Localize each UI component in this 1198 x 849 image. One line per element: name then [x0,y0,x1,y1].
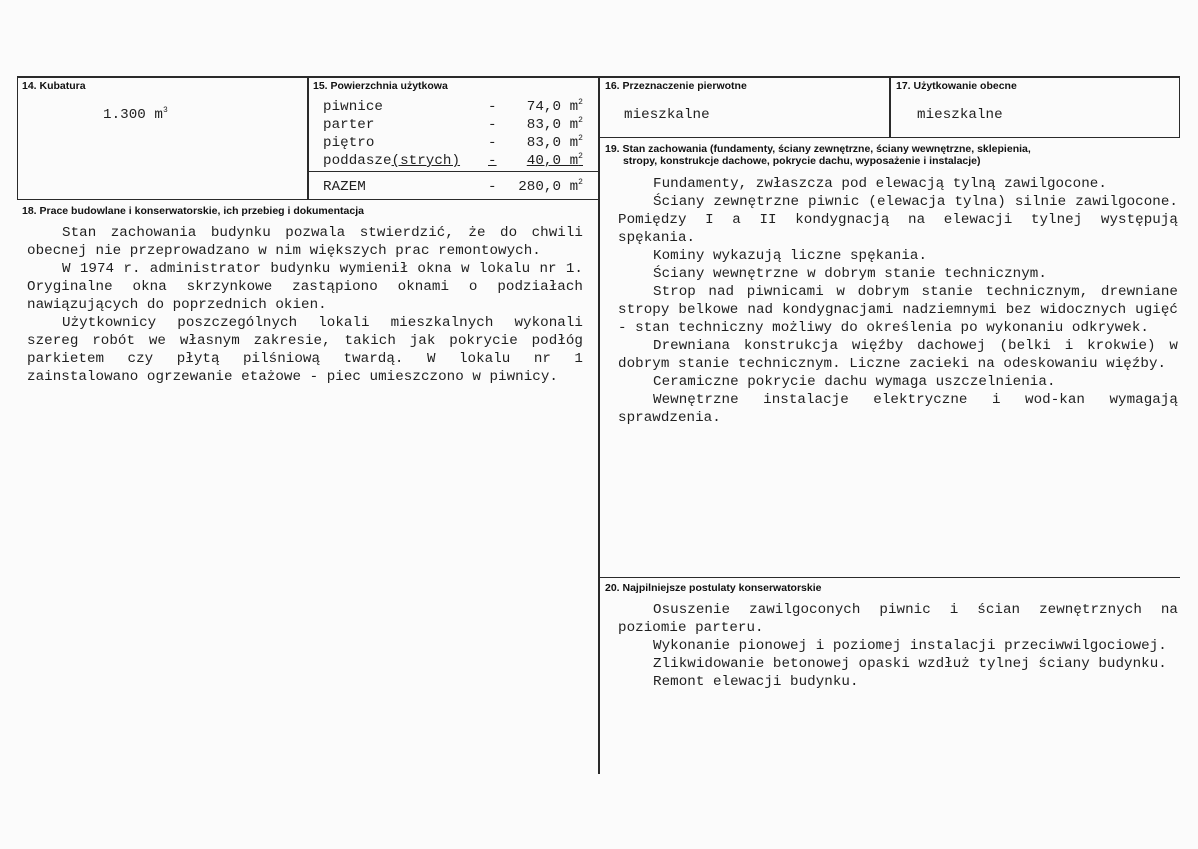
section-15-header: 15. Powierzchnia użytkowa [313,80,448,92]
section-20-paragraph: Wykonanie pionowej i poziomej instalacji przeciwwilgociowej. [653,638,1167,654]
section-20-body [618,601,1178,691]
area-row-parter: parter - 83,0 $m^2$ [323,116,583,133]
area-row-piwnice: piwnice - 74,0 $m^2$ [323,98,583,115]
section-18-paragraph: Użytkownicy poszczególnych lokali mieszkalnych wykonali szereg robót we własnym zakresie, takich jak pokrycie podłóg parkietem czy płytą pilśniową twardą. W lokalu nr 1 zainstalowano ogrzewanie etażowe - piec umieszczono w piwnicy. [27,315,583,385]
section-19-header-line-1: 19. Stan zachowania (fundamenty, ściany zewnętrzne, ściany wewnętrzne, sklepienia, [605,143,1031,155]
section-19-header [605,143,1031,167]
section-19-paragraph: Kominy wykazują liczne spękania. [653,248,928,264]
kubatura-value: 1.300 $m^3$ [103,106,168,123]
section-19-paragraph: Wewnętrzne instalacje elektryczne i wod-kan wymagają sprawdzenia. [618,392,1178,426]
section-19-body [618,175,1178,427]
right-rule-top [1179,76,1180,138]
center-divider [598,76,600,774]
section-18-header: 18. Prace budowlane i konserwatorskie, ich przebieg i dokumentacja [22,205,364,217]
area-row-razem: RAZEM - 280,0 $m^2$ [323,178,583,195]
section-19-paragraph: Ceramiczne pokrycie dachu wymaga uszczelnienia. [653,374,1056,390]
divider-14-15 [307,76,309,200]
section-19-paragraph: Fundamenty, zwłaszcza pod elewacją tylną zawilgocone. [653,176,1107,192]
section-18-paragraph: W 1974 r. administrator budynku wymienił okna w lokalu nr 1. Oryginalne okna skrzynkowe zastąpiono oknami o podziałach nawiązujących do poprzednich okien. [27,261,583,313]
section-19-paragraph: Ściany wewnętrzne w dobrym stanie technicznym. [653,266,1047,282]
section-19-paragraph: Ściany zewnętrzne piwnic (elewacja tylna) silnie zawilgocone. Pomiędzy I a II kondygnacją na elewacji tylnej występują spękania. [618,194,1178,246]
section-20-paragraph: Zlikwidowanie betonowej opaski wzdłuż tylnej ściany budynku. [653,656,1167,672]
original-use-value: mieszkalne [624,107,710,123]
area-table [323,98,583,198]
section-18-paragraph: Stan zachowania budynku pozwala stwierdzić, że do chwili obecnej nie przeprowadzano w nim większych prac remontowych. [27,225,583,259]
section-18-body [27,224,583,386]
left-rule-top [17,76,18,200]
section-20-paragraph: Osuszenie zawilgoconych piwnic i ścian zewnętrznych na poziomie parteru. [618,602,1178,636]
current-use-value: mieszkalne [917,107,1003,123]
section-19-paragraph: Drewniana konstrukcja więźby dachowej (belki i krokwie) w dobrym stanie technicznym. Liczne zacieki na odeskowaniu więźby. [618,338,1178,372]
rule-above-20 [599,577,1180,578]
section-16-header: 16. Przeznaczenie pierwotne [605,80,747,92]
section-20-paragraph: Remont elewacji budynku. [653,674,859,690]
rule-under-14-15 [17,199,599,200]
divider-16-17 [889,76,891,138]
section-20-header: 20. Najpilniejsze postulaty konserwatorskie [605,582,822,594]
kubatura-unit-sup: 3 [162,106,168,115]
rule-under-16-17 [599,137,1180,138]
area-row-pietro: piętro - 83,0 $m^2$ [323,134,583,151]
section-17-header: 17. Użytkowanie obecne [896,80,1017,92]
section-14-header: 14. Kubatura [22,80,86,92]
section-19-paragraph: Strop nad piwnicami w dobrym stanie technicznym, drewniane stropy belkowe nad kondygnacjami nadziemnymi bez widocznych ugięć - stan techniczny możliwy do określenia po wykonaniu odkrywek. [618,284,1178,336]
section-19-header-line-2: stropy, konstrukcje dachowe, pokrycie dachu, wyposażenie i instalacje) [623,155,981,167]
area-row-poddasze: poddasze(strych) - 40,0 $m^2$ [323,152,583,169]
